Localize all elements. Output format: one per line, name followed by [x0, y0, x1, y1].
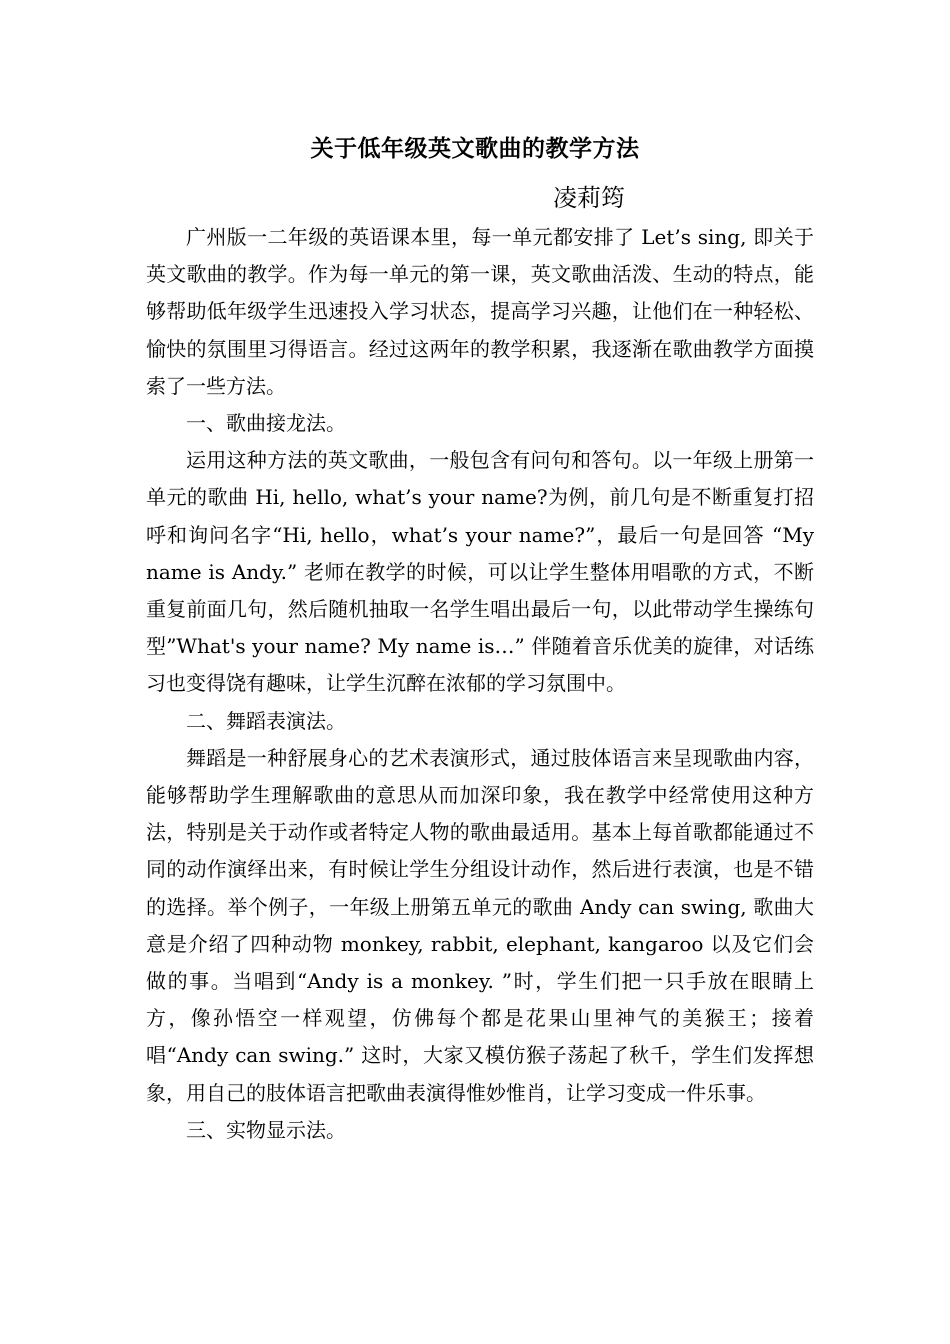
section-heading-2: 二、舞蹈表演法。	[186, 708, 346, 733]
paragraph-intro: 广州版一二年级的英语课本里，每一单元都安排了 Let’s sing, 即关于英文歌曲的教学。作为每一单元的第一课，英文歌曲活泼、生动的特点，能够帮助低年级学生迅速投入学习状态，提高学习兴趣，让他们在一种轻松、愉快的氛围里习得语言。经过这两年的教学积累，我逐渐在歌曲教学方面摸索了一些方法。	[146, 225, 814, 398]
document-author: 凌莉筠	[553, 184, 625, 212]
document-body	[146, 219, 814, 1149]
section-heading-1: 一、歌曲接龙法。	[186, 411, 346, 436]
paragraph-section-2: 舞蹈是一种舒展身心的艺术表演形式，通过肢体语言来呈现歌曲内容，能够帮助学生理解歌曲的意思从而加深印象，我在教学中经常使用这种方法，特别是关于动作或者特定人物的歌曲最适用。基本上每首歌都能通过不同的动作演绎出来，有时候让学生分组设计动作，然后进行表演，也是不错的选择。举个例子，一年级上册第五单元的歌曲 Andy can swing, 歌曲大意是介绍了四种动物 monkey, rabbit, elephant, kangaroo 以及它们会做的事。当唱到“Andy is a monkey. ”时，学生们把一只手放在眼睛上方，像孙悟空一样观望，仿佛每个都是花果山里神气的美猴王；接着唱“Andy can swing.” 这时，大家又模仿猴子荡起了秋千，学生们发挥想象，用自己的肢体语言把歌曲表演得惟妙惟肖，让学习变成一件乐事。	[146, 745, 814, 1105]
document-title: 关于低年级英文歌曲的教学方法	[310, 135, 640, 162]
paragraph-section-1: 运用这种方法的英文歌曲，一般包含有问句和答句。以一年级上册第一单元的歌曲 Hi, hello, what’s your name?为例，前几句是不断重复打招呼和询问名字“Hi, hello，what’s your name?”，最后一句是回答 “My name is Andy.” 老师在教学的时候，可以让学生整体用唱歌的方式，不断重复前面几句，然后随机抽取一名学生唱出最后一句，以此带动学生操练句型”What's your name? My name is…” 伴随着音乐优美的旋律，对话练习也变得饶有趣味，让学生沉醉在浓郁的学习氛围中。	[146, 448, 814, 696]
section-heading-3: 三、实物显示法。	[186, 1117, 346, 1142]
